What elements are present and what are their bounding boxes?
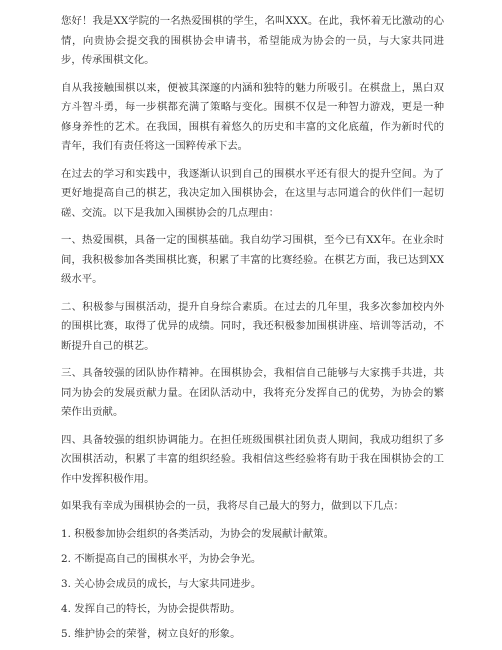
list-item: 3. 关心协会成员的成长，与大家共同进步。 [61,577,262,590]
intro-paragraph: 您好！我是XX学院的一名热爱围棋的学生，名叫XXX。在此，我怀着无比激动的心情，向贵协会提交我的围棋协会申请书，希望能成为协会的一员，与大家共同进步，传承围棋文化。 [61,15,444,66]
document-page [61,12,444,650]
list-item: 5. 维护协会的荣誉，树立良好的形象。 [61,627,241,640]
list-item: 2. 不断提高自己的围棋水平，为协会争光。 [61,552,262,565]
body-paragraph: 在过去的学习和实践中，我逐渐认识到自己的围棋水平还有很大的提升空间。为了更好地提高自己的棋艺，我决定加入围棋协会，在这里与志同道合的伙伴们一起切磋、交流。以下是我加入围棋协会的几点理由： [61,167,444,219]
body-paragraph: 自从我接触围棋以来，便被其深邃的内涵和独特的魅力所吸引。在棋盘上，黑白双方斗智斗勇，每一步棋都充满了策略与变化。围棋不仅是一种智力游戏，更是一种修身养性的艺术。在我国，围棋有着悠久的历史和丰富的文化底蕴，作为新时代的青年，我们有责任将这一国粹传承下去。 [61,81,444,152]
reason-paragraph: 三、具备较强的团队协作精神。在围棋协会，我相信自己能够与大家携手共进，共同为协会的发展贡献力量。在团队活动中，我将充分发挥自己的优势，为协会的繁荣作出贡献。 [61,367,444,418]
list-item: 1. 积极参加协会组织的各类活动，为协会的发展献计献策。 [61,527,334,540]
commitment-list [61,525,444,644]
reason-paragraph: 四、具备较强的组织协调能力。在担任班级围棋社团负责人期间，我成功组织了多次围棋活动，积累了丰富的组织经验。我相信这些经验将有助于我在围棋协会的工作中发挥积极作用。 [61,433,444,485]
reason-paragraph: 一、热爱围棋，具备一定的围棋基础。我自幼学习围棋，至今已有XX年。在业余时间，我积极参加各类围棋比赛，积累了丰富的比赛经验。在棋艺方面，我已达到XX级水平。 [61,234,444,285]
list-item: 4. 发挥自己的特长，为协会提供帮助。 [61,602,241,615]
commitment-intro-paragraph: 如果我有幸成为围棋协会的一员，我将尽自己最大的努力，做到以下几点： [61,500,404,512]
reason-paragraph: 二、积极参与围棋活动，提升自身综合素质。在过去的几年里，我多次参加校内外的围棋比赛，取得了优异的成绩。同时，我还积极参加围棋讲座、培训等活动，不断提升自己的棋艺。 [61,300,444,352]
